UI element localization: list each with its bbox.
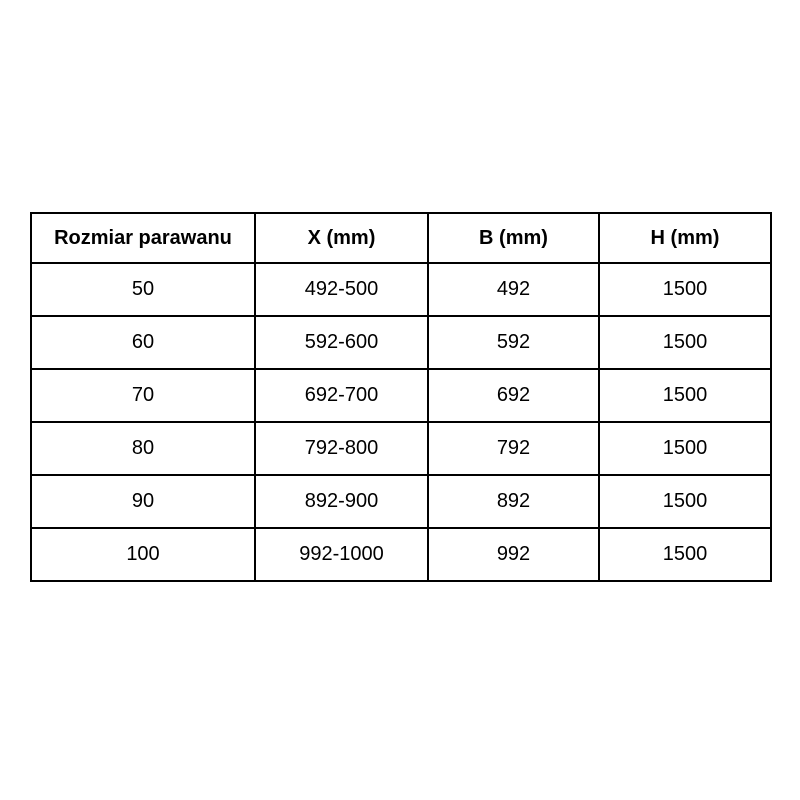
table-row bbox=[31, 369, 771, 422]
table-cell: 1500 bbox=[599, 422, 771, 475]
table-cell: 892 bbox=[428, 475, 599, 528]
table-body bbox=[31, 263, 771, 581]
table-row bbox=[31, 316, 771, 369]
table-cell: 1500 bbox=[599, 528, 771, 581]
table-cell: 80 bbox=[31, 422, 255, 475]
table-cell: 592 bbox=[428, 316, 599, 369]
column-header: X (mm) bbox=[255, 213, 428, 263]
column-header: B (mm) bbox=[428, 213, 599, 263]
table-cell: 60 bbox=[31, 316, 255, 369]
table-cell: 1500 bbox=[599, 475, 771, 528]
table-cell: 692 bbox=[428, 369, 599, 422]
table-row bbox=[31, 263, 771, 316]
table-cell: 70 bbox=[31, 369, 255, 422]
column-header: Rozmiar parawanu bbox=[31, 213, 255, 263]
size-spec-table bbox=[30, 212, 772, 582]
table-cell: 1500 bbox=[599, 263, 771, 316]
table-cell: 492-500 bbox=[255, 263, 428, 316]
table-row bbox=[31, 528, 771, 581]
table-cell: 692-700 bbox=[255, 369, 428, 422]
table-cell: 992-1000 bbox=[255, 528, 428, 581]
table-cell: 792-800 bbox=[255, 422, 428, 475]
table-cell: 90 bbox=[31, 475, 255, 528]
column-header: H (mm) bbox=[599, 213, 771, 263]
table-row bbox=[31, 422, 771, 475]
table-cell: 992 bbox=[428, 528, 599, 581]
table-row bbox=[31, 475, 771, 528]
table-cell: 492 bbox=[428, 263, 599, 316]
table-cell: 792 bbox=[428, 422, 599, 475]
table-header-row bbox=[31, 213, 771, 263]
table-cell: 1500 bbox=[599, 316, 771, 369]
table-cell: 592-600 bbox=[255, 316, 428, 369]
table-cell: 892-900 bbox=[255, 475, 428, 528]
table-cell: 50 bbox=[31, 263, 255, 316]
table-cell: 100 bbox=[31, 528, 255, 581]
table-cell: 1500 bbox=[599, 369, 771, 422]
